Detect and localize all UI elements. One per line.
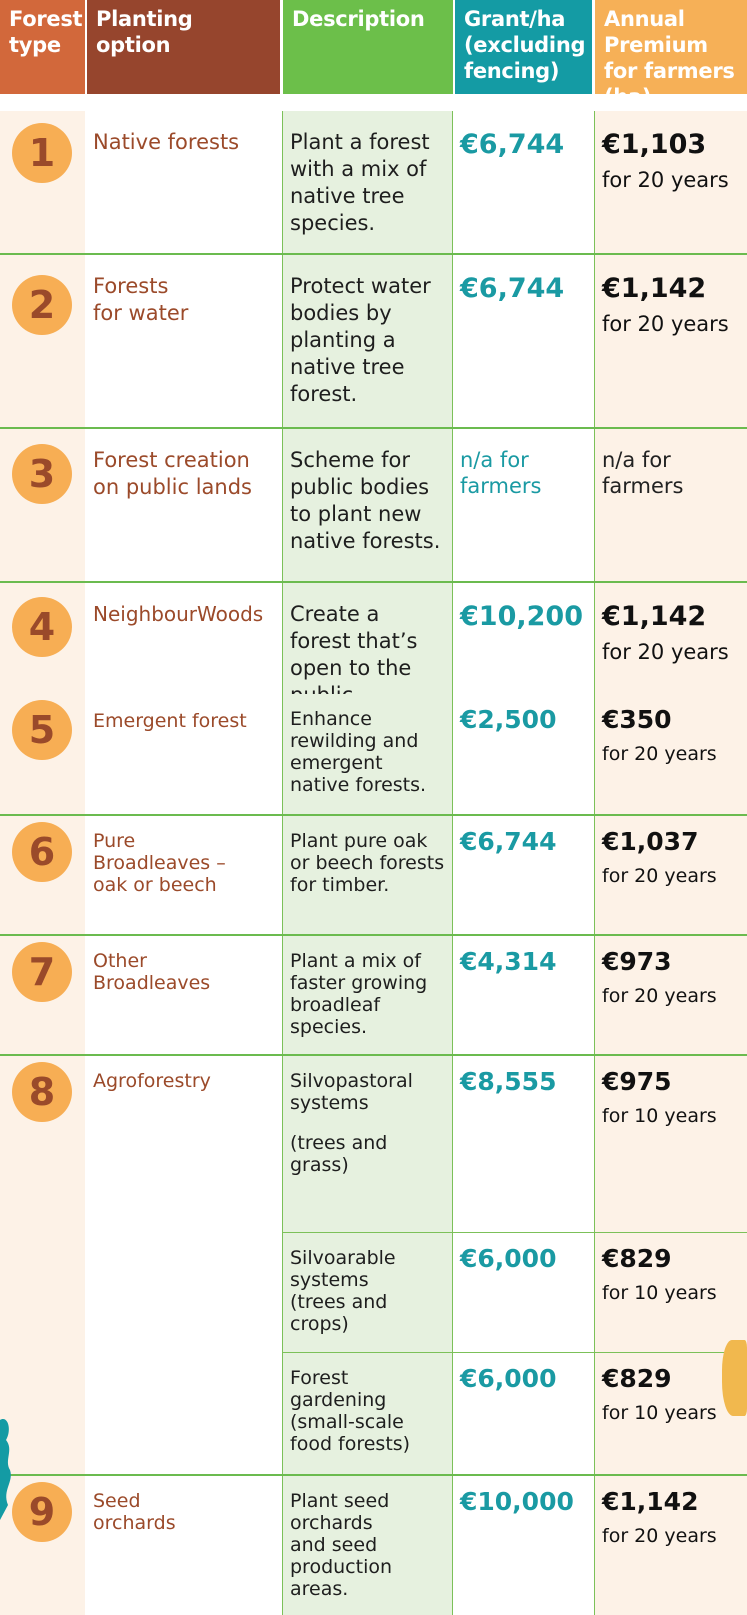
description: Scheme for public bodies to plant new native forests.: [290, 448, 441, 553]
header-grant-label: Grant/ha (excluding fencing): [464, 7, 586, 83]
planting-option: Other Broadleaves: [93, 950, 211, 994]
table-row: [0, 816, 747, 934]
premium-duration: for 20 years: [602, 985, 717, 1007]
premium-value: €829: [602, 1244, 672, 1273]
grant-value: €6,000: [460, 1244, 557, 1273]
planting-option: Native forests: [93, 130, 240, 154]
header-grant: [455, 0, 592, 94]
premium-duration: for 10 years: [602, 1402, 717, 1424]
agroforestry-subrow: [282, 1056, 747, 1232]
header-premium: [595, 0, 747, 109]
premium-duration: for 10 years: [602, 1105, 717, 1127]
premium-value: €1,037: [602, 827, 699, 856]
planting-option: Emergent forest: [93, 710, 247, 732]
table-row: [0, 255, 747, 427]
description: Plant seed orchards and seed production areas.: [290, 1490, 393, 1600]
grant-value: €10,200: [460, 601, 583, 632]
table-row: [0, 429, 747, 581]
planting-option: Seed orchards: [93, 1490, 176, 1534]
grant-value: €6,744: [460, 827, 557, 856]
premium-duration: for 20 years: [602, 865, 717, 887]
table-row: [0, 936, 747, 1054]
table-row: [0, 694, 747, 814]
agroforestry-subrow: [282, 1353, 747, 1474]
premium-duration: for 20 years: [602, 312, 729, 336]
premium-value: €1,142: [602, 601, 707, 632]
agroforestry-subrow: [282, 1233, 747, 1352]
premium-duration: for 10 years: [602, 1282, 717, 1304]
grant-value: €10,000: [460, 1487, 574, 1516]
description: Plant a forest with a mix of native tree species.: [290, 130, 430, 235]
row-number-badge: 4: [12, 597, 72, 657]
decorative-leaf-shape: [722, 1340, 747, 1416]
row-number-badge: 2: [12, 275, 72, 335]
description: Silvopastoral systems: [290, 1070, 413, 1114]
row-number-badge: 9: [12, 1482, 72, 1542]
row-number-badge: 8: [12, 1062, 72, 1122]
header-forest-type-label: Forest type: [9, 7, 83, 57]
premium-value: €829: [602, 1364, 672, 1393]
premium-value: n/a for farmers: [602, 448, 684, 498]
description: Enhance rewilding and emergent native forests.: [290, 708, 427, 796]
description: Plant a mix of faster growing broadleaf species.: [290, 950, 428, 1038]
grant-value: €8,555: [460, 1067, 557, 1096]
description: Create a forest that’s open to the: [290, 602, 418, 680]
header-planting-option-label: Planting option: [96, 7, 193, 57]
planting-option: Pure Broadleaves – oak or beech: [93, 830, 226, 896]
table-row: [0, 111, 747, 253]
row-number-badge: 6: [12, 822, 72, 882]
description: Plant pure oak or beech forests for timber.: [290, 830, 445, 896]
decorative-teal-shape: [0, 1410, 14, 1520]
description: Forest gardening (small-scale food forests): [290, 1367, 411, 1455]
description-note: (trees and grass): [290, 1132, 388, 1176]
header-premium-label: Annual Premium for farmers (ha): [604, 7, 735, 109]
premium-duration: for 20 years: [602, 743, 717, 765]
grant-value: €6,744: [460, 273, 565, 304]
grant-value: €4,314: [460, 947, 557, 976]
row-number-badge: 7: [12, 942, 72, 1002]
premium-duration: for 20 years: [602, 168, 729, 192]
premium-value: €1,142: [602, 1487, 699, 1516]
header-description-label: Description: [292, 7, 425, 31]
premium-value: €350: [602, 705, 672, 734]
description: Protect water bodies by planting a native tree forest.: [290, 274, 431, 406]
premium-value: €973: [602, 947, 672, 976]
table-row: [0, 1056, 747, 1474]
planting-option: Agroforestry: [93, 1070, 211, 1092]
table-row: [0, 583, 747, 694]
premium-duration: for 20 years: [602, 1525, 717, 1547]
grant-value: €6,000: [460, 1364, 557, 1393]
premium-value: €1,142: [602, 273, 707, 304]
row-number-badge: 3: [12, 444, 72, 504]
header-planting-option: [87, 0, 280, 94]
row-number-badge: 1: [12, 123, 72, 183]
row-number-badge: 5: [12, 700, 72, 760]
premium-value: €1,103: [602, 129, 707, 160]
grant-value: n/a for farmers: [460, 448, 542, 498]
grant-value: €6,744: [460, 129, 565, 160]
header-description: [283, 0, 453, 94]
description: Silvoarable systems (trees and crops): [290, 1247, 396, 1335]
header-forest-type: [0, 0, 85, 94]
table-row: [0, 1476, 747, 1615]
planting-option: Forest creation on public lands: [93, 448, 252, 499]
planting-option: NeighbourWoods: [93, 602, 264, 626]
premium-value: €975: [602, 1067, 672, 1096]
premium-duration: for 20 years: [602, 640, 729, 664]
planting-option: Forests for water: [93, 274, 189, 325]
grant-value: €2,500: [460, 705, 557, 734]
